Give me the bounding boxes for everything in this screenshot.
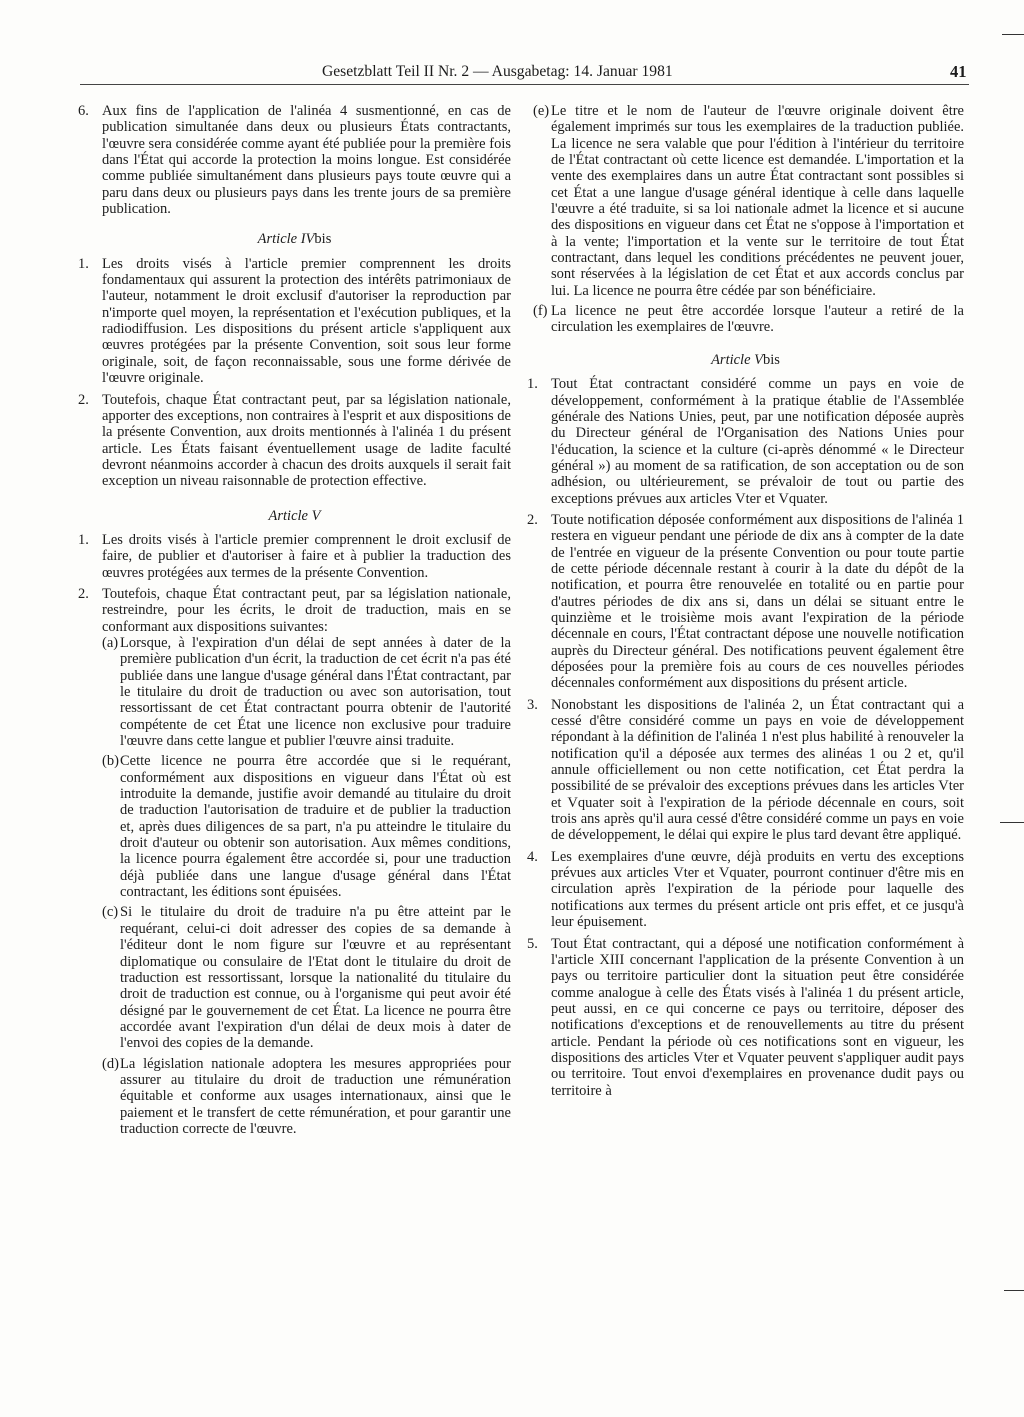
item-number: 3. <box>527 696 538 713</box>
margin-mark <box>1004 1290 1024 1291</box>
header-rule <box>80 84 969 85</box>
sub-item-text: Le titre et le nom de l'auteur de l'œuvre originale doivent être également imprimés sur tous les exemplaires de la traduction publiée. La licence ne sera valable que pour l'édition à l'intérieur du territoire de l'État contractant où cette licence est demandée. L'importation et la vente des exemplaires dans un autre État contractant sont possibles si cet État a une langue d'usage général identique à celle dans laquelle l'œuvre a été traduite, si sa loi nationale admet la licence et si aucune des dispositions en vigueur dans cet État ne s'oppose à l'importation et à la vente; l'importation et la vente sur le territoire de tout État contractant, dans lequel les conditions précédentes ne peuvent jouer, sont réservées à la législation de cet État et aux accords conclus par lui. La licence ne pourra être cédée par son bénéficiaire. <box>551 103 964 299</box>
item-number: 5. <box>527 935 538 952</box>
item-text: Toutefois, chaque État contractant peut, par sa législation nationale, apporter des exceptions, non contraires à l'esprit et aux dispositions de la présente Convention, aux droits mentionnés à l'alinéa 1 du présent article. Les États faisant éventuellement usage de ladite faculté devront néanmoins accorder à chacun des droits auxquels il serait fait exception un niveau raisonnable de protection effective. <box>102 391 511 490</box>
article-5bis-item-5 <box>527 936 964 1099</box>
article-heading-suffix: bis <box>763 351 780 368</box>
sub-list <box>102 635 511 1137</box>
item-text: Les droits visés à l'article premier comprennent le droit exclusif de faire, de publier et d'autoriser à faire et à publier la traduction des œuvres protégées aux termes de la présente Convention. <box>102 531 511 581</box>
margin-mark <box>1002 34 1024 35</box>
sub-item-letter: (b) <box>102 753 119 770</box>
item-text: Toute notification déposée conformément aux dispositions de l'alinéa 1 restera en vigueur pendant une période de dix ans à compter de la date de l'entrée en vigueur de la présente Convention ou pour toute partie de cette période décennale restant à courir à la date du dépôt de la notification, et pourra être renouvelée en totalité ou en partie pour d'autres périodes de dix ans si, dans un délai se situant entre le quinzième et le troisième mois avant l'expiration de la période décennale en cours, l'État contractant dépose une nouvelle notification auprès du Directeur général. Des notifications peuvent également être déposées pour la première fois au cours de ces nouvelles périodes décennales conformément aux dispositions du présent article. <box>551 511 964 692</box>
item-number: 1. <box>78 255 89 272</box>
sub-item-b <box>102 753 511 900</box>
item-text: Tout État contractant, qui a déposé une notification conformément à l'article XIII concernant l'application de la présente Convention à un pays ou territoire particulier dont la situation peut être considérée comme analogue à celle des États visés à l'alinéa 1 du présent article, peut aussi, en ce qui concerne ce pays ou territoire, déposer des notifications d'exceptions et de renouvellements au titre du présent article. Pendant la période où ces notifications sont en vigueur, les dispositions des articles Vter et Vquater peuvent s'appliquer audit pays ou territoire. Tout envoi d'exemplaires en provenance dudit pays ou territoire à <box>551 935 964 1099</box>
article-5bis-item-2 <box>527 512 964 692</box>
sub-item-letter: (a) <box>102 634 119 651</box>
sub-item-d <box>102 1056 511 1138</box>
sub-item-text: Si le titulaire du droit de traduire n'a pu être atteint par le requérant, celui-ci doit adresser des copies de sa demande à l'éditeur dont le nom figure sur l'œuvre et au représentant diplomatique ou consulaire de l'Etat dont le titulaire du droit de traduction est ressortissant, lorsque la nationalité du titulaire du droit de traduction est connue, ou à l'organisme qui peut avoir été désigné par le gouvernement de cet État. La licence ne pourra être accordée avant l'expiration d'un délai de deux mois à dater de l'envoi des copies de la demande. <box>120 904 511 1052</box>
article-heading-5bis <box>527 352 964 368</box>
page-number: 41 <box>950 62 967 81</box>
article-4bis-item-2 <box>78 392 511 490</box>
sub-item-text: Cette licence ne pourra être accordée que si le requérant, conformément aux dispositions en vigueur dans l'État où est introduite la demande, justifie avoir demandé au titulaire du droit de traduction l'autorisation de traduire et de publier la traduction et, après dues diligences de sa part, n'a pu atteindre le titulaire du droit d'auteur ou obtenir son autorisation. Aux mêmes conditions, la licence pourra également être accordée si, pour une traduction déjà publiée dans une langue d'usage général dans l'État contractant, les éditions sont épuisées. <box>120 753 511 901</box>
article-5bis-item-1 <box>527 376 964 507</box>
article-heading-main: Article IV <box>257 231 315 248</box>
running-header: Gesetzblatt Teil II Nr. 2 — Ausgabetag: 14. Januar 1981 <box>322 63 673 80</box>
sub-item-e <box>533 103 964 299</box>
sub-item-text: La licence ne peut être accordée lorsque l'auteur a retiré de la circulation les exemplaires de l'œuvre. <box>551 303 964 336</box>
sub-item-text: Lorsque, à l'expiration d'un délai de sept années à dater de la première publication d'un écrit, la traduction de cet écrit n'a pas été publiée dans une langue d'usage général dans l'État contractant, par le titulaire du droit de traduction ou avec son autorisation, tout ressortissant de cet État contractant pourra obtenir de l'autorité compétente de cet État une licence non exclusive pour traduire l'œuvre dans cette langue et publier l'œuvre ainsi traduite. <box>120 634 511 750</box>
sub-item-c <box>102 904 511 1051</box>
left-column <box>78 103 511 1142</box>
article-5-item-1 <box>78 532 511 581</box>
item-number: 2. <box>527 511 538 528</box>
margin-mark <box>1000 822 1024 823</box>
sub-item-letter: (d) <box>102 1055 119 1072</box>
item-text: Toutefois, chaque État contractant peut, par sa législation nationale, restreindre, pour les écrits, le droit de traduction, mais en se conformant aux dispositions suivantes: <box>102 585 511 635</box>
paragraph-6 <box>78 103 511 217</box>
article-heading-main: Article V <box>711 351 764 368</box>
right-column <box>527 103 964 1104</box>
item-number: 6. <box>78 103 89 119</box>
article-5bis-item-4 <box>527 849 964 931</box>
article-4bis-item-1 <box>78 256 511 387</box>
sub-item-a <box>102 635 511 749</box>
item-text: Tout État contractant considéré comme un pays en voie de développement, conformément à la pratique établie de l'Assemblée générale des Nations Unies, peut, par une notification déposée auprès du Directeur général de l'Organisation des Nations Unies pour l'éducation, la science et la culture (ci-après dénommé « le Directeur général ») au moment de sa ratification, de son acceptation ou de son adhésion, ou ultérieurement, se prévaloir de tout ou partie des exceptions prévues aux articles Vter et Vquater. <box>551 376 964 507</box>
article-5bis-item-3 <box>527 697 964 844</box>
item-number: 1. <box>78 531 89 548</box>
article-heading-4bis <box>78 231 511 247</box>
item-text: Nonobstant les dispositions de l'alinéa 2, un État contractant qui a cessé d'être considéré comme un pays en voie de développement répondant à la définition de l'alinéa 1 n'est plus habilité à renouveler la notification qu'il a déposée aux termes des alinéas 1 ou 2 et, qu'il annule officiellement ou non cette notification, cet État perdra la possibilité de se prévaloir des exceptions prévues dans les articles Vter et Vquater soit à l'expiration de la période décennale en cours, soit trois ans après qu'il aura cessé d'être considéré comme un pays en voie de développement, le délai qui expire le plus tard devant être appliqué. <box>551 696 964 844</box>
item-number: 2. <box>78 391 89 408</box>
item-text: Les exemplaires d'une œuvre, déjà produits en vertu des exceptions prévues aux articles Vter et Vquater, pourront continuer d'être mis en circulation après l'expiration de la période pour laquelle des notifications aux termes du présent article ont pris effet, et ce jusqu'à leur épuisement. <box>551 848 964 931</box>
item-number: 1. <box>527 376 538 393</box>
sub-item-text: La législation nationale adoptera les mesures appropriées pour assurer au titulaire du droit de traduction une rémunération équitable et conforme aux usages internationaux, ainsi que le paiement et le transfert de cette rémunération, et pour garantir une traduction correcte de l'œuvre. <box>120 1055 511 1137</box>
sub-item-letter: (e) <box>533 103 550 119</box>
article-heading-suffix: bis <box>314 231 332 248</box>
item-text: Les droits visés à l'article premier comprennent les droits fondamentaux qui assurent la protection des intérêts patrimoniaux de l'auteur, notamment le droit exclusif d'autoriser la reproduction par n'importe quel moyen, la représentation et l'exécution publiques, et la radiodiffusion. Les dispositions du présent article s'appliquent aux œuvres protégées par la présente Convention, soit sous leur forme originale, soit, de façon reconnaissable, sous une forme dérivée de l'œuvre originale. <box>102 255 511 387</box>
item-text: Aux fins de l'application de l'alinéa 4 susmentionné, en cas de publication simultanée dans deux ou plusieurs États contractants, l'œuvre sera considérée comme ayant été publiée pour la première fois dans l'État qui accorde la protection la moins longue. Est considérée comme publiée simultanément dans plusieurs pays toute œuvre qui a paru dans deux ou plusieurs pays dans les trente jours de sa première publication. <box>102 103 511 218</box>
sub-item-f <box>533 303 964 336</box>
item-number: 4. <box>527 848 538 865</box>
sub-item-letter: (c) <box>102 904 119 921</box>
item-number: 2. <box>78 585 89 602</box>
article-heading-5: Article V <box>268 507 321 524</box>
sub-item-letter: (f) <box>533 303 548 320</box>
article-5-item-2 <box>78 586 511 1137</box>
